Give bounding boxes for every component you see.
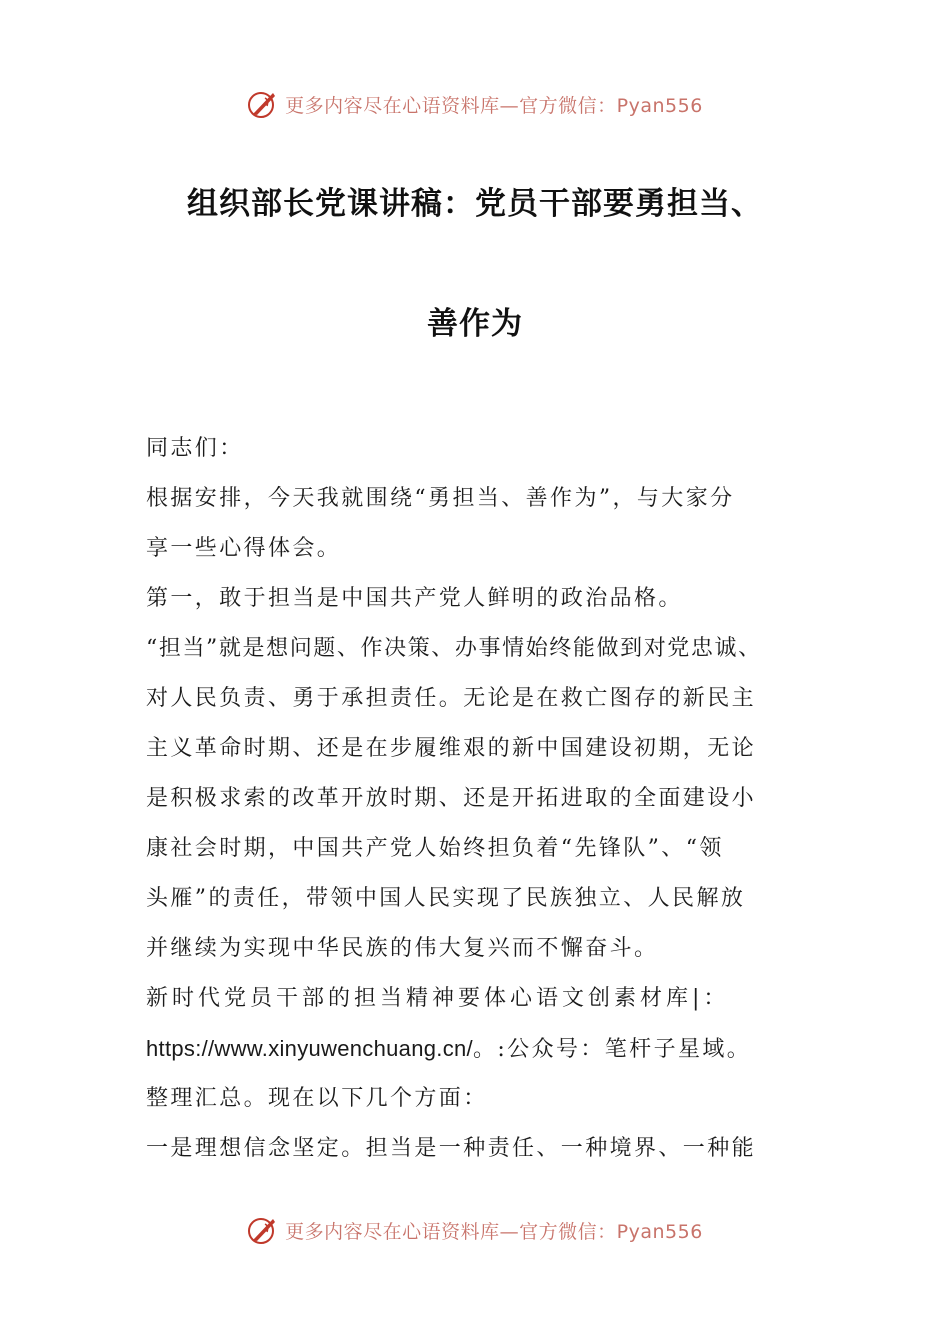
source-link[interactable]: https://www.xinyuwenchuang.cn/ <box>146 1036 473 1061</box>
body-line-url: https://www.xinyuwenchuang.cn/。:公众号：笔杆子星域。 <box>146 1036 752 1062</box>
body-line: 整理汇总。现在以下几个方面： <box>146 1086 488 1111</box>
body-line: 康社会时期，中国共产党人始终担负着“先锋队”、“领 <box>146 836 724 861</box>
body-line: 是积极求索的改革开放时期、还是开拓进取的全面建设小 <box>146 786 757 811</box>
quill-logo-icon <box>247 1214 279 1246</box>
body-line: 对人民负责、勇于承担责任。无论是在救亡图存的新民主 <box>146 686 757 711</box>
watermark-text: 更多内容尽在心语资料库—官方微信：Pyan556 <box>285 1220 703 1243</box>
watermark-text: 更多内容尽在心语资料库—官方微信：Pyan556 <box>285 94 703 117</box>
body-line: 头雁”的责任，带领中国人民实现了民族独立、人民解放 <box>146 886 746 911</box>
body-line: 第一，敢于担当是中国共产党人鲜明的政治品格。 <box>146 586 683 611</box>
document-title-line-1: 组织部长党课讲稿：党员干部要勇担当、 <box>187 186 763 222</box>
quill-logo-icon <box>247 88 279 120</box>
body-line: 享一些心得体会。 <box>146 536 342 561</box>
body-line: 根据安排，今天我就围绕“勇担当、善作为”，与大家分 <box>146 486 735 511</box>
document-title-line-2: 善作为 <box>427 306 523 342</box>
body-line: 新时代党员干部的担当精神要体心语文创素材库|： <box>146 986 730 1011</box>
body-line: “担当”就是想问题、作决策、办事情始终能做到对党忠诚、 <box>146 636 762 661</box>
body-line: 主义革命时期、还是在步履维艰的新中国建设初期，无论 <box>146 736 757 761</box>
body-line: 同志们： <box>146 436 244 461</box>
body-line: 并继续为实现中华民族的伟大复兴而不懈奋斗。 <box>146 936 659 961</box>
footer-watermark <box>0 1210 950 1250</box>
body-line: 一是理想信念坚定。担当是一种责任、一种境界、一种能 <box>146 1136 757 1161</box>
header-watermark <box>0 84 950 124</box>
